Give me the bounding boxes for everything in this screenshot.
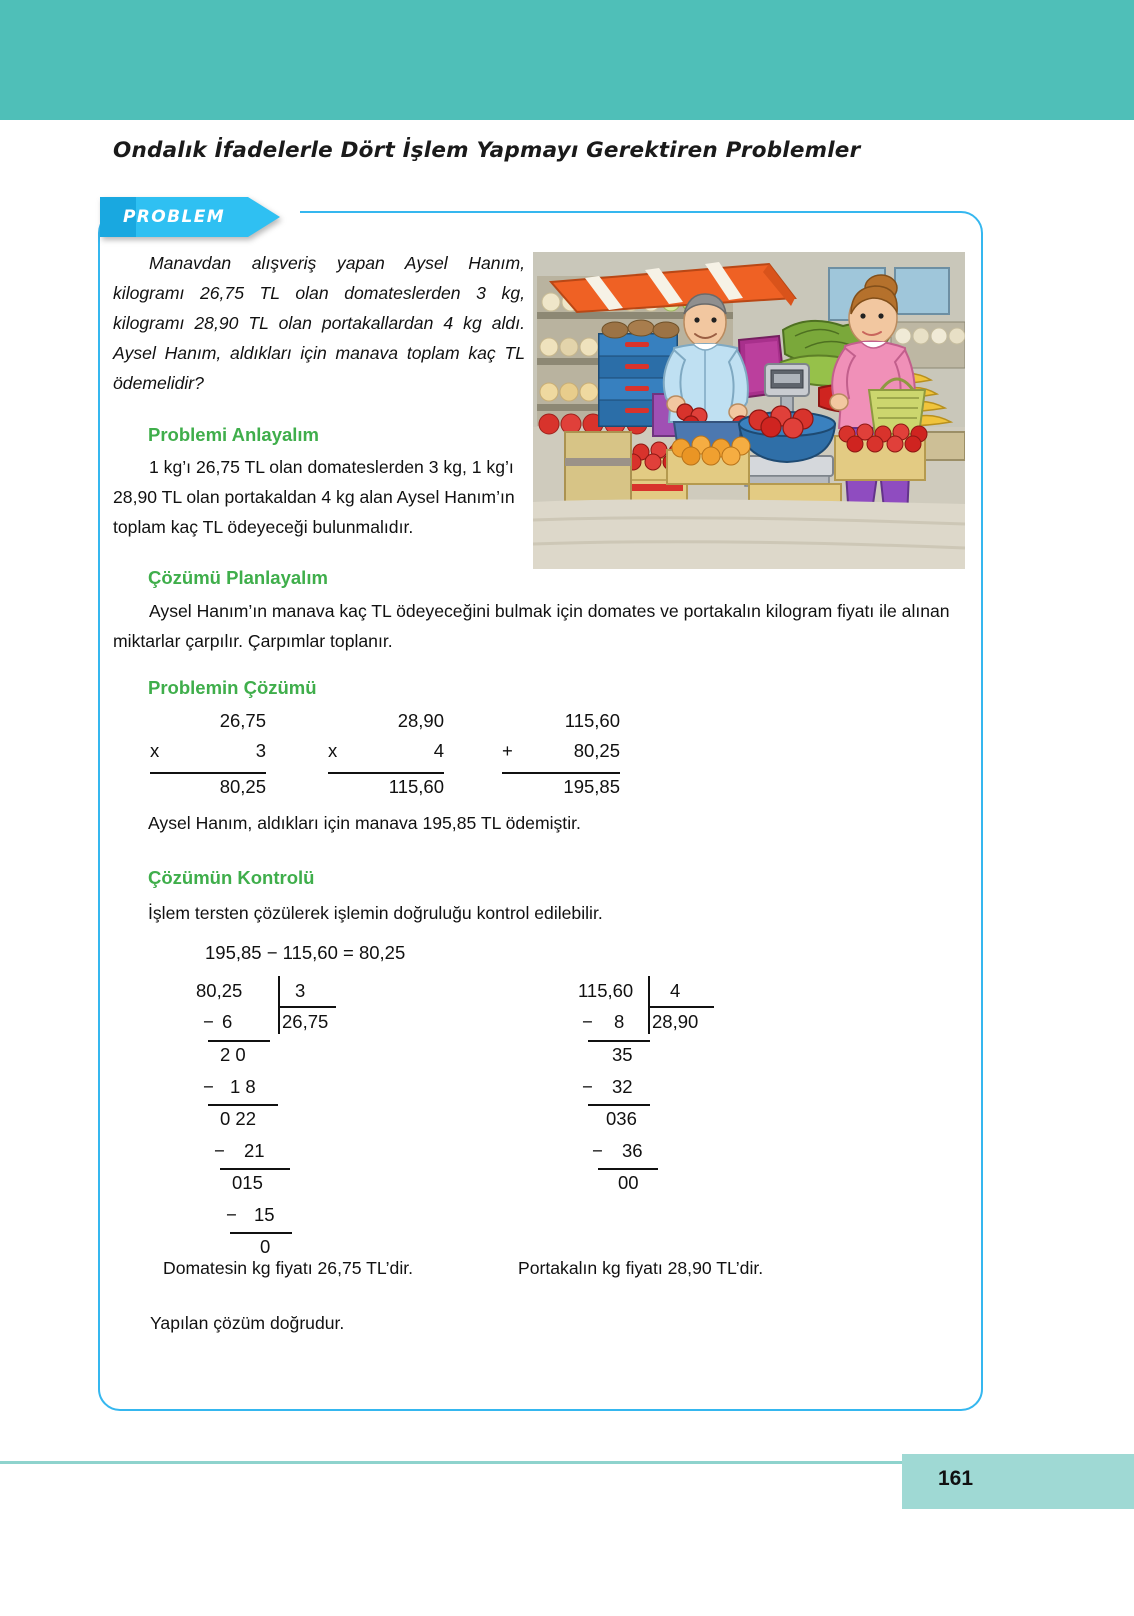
calc-operand-second: 4 [433,740,444,761]
calc-operand-top: 26,75 [219,710,266,731]
division-divisor: 4 [670,980,681,1001]
control-intro-text: İşlem tersten çözülerek işlemin doğruluğu kontrol edilebilir. [148,903,603,923]
division-step-rule [208,1040,270,1042]
long-division-portakal [578,980,808,1193]
division-step-value: 1 8 [230,1076,256,1097]
plan-text: Aysel Hanım’ın manava kaç TL ödeyeceğini bulmak için domates ve portakalın kilogram fiyatı ile alınan miktarlar çarpılır. Çarpımlar toplanır. [113,601,950,651]
division-minus-sign: − [214,1140,225,1161]
calc-rule [502,772,620,774]
heading-understand: Problemi Anlayalım [148,424,320,445]
division-quotient: 26,75 [282,1011,329,1032]
division-quotient-rule [280,1006,336,1008]
division-step-value: 36 [622,1140,643,1161]
problem-statement-text: Manavdan alışveriş yapan Aysel Hanım, kilogramı 26,75 TL olan domateslerden 3 kg, kilogramı 28,90 TL olan portakallardan 4 kg aldı. Aysel Hanım, aldıkları için manava toplam kaç TL ödemelidir? [113,253,525,393]
division-step-rule [588,1104,650,1106]
check-equation: 195,85 − 115,60 = 80,25 [205,942,406,963]
calc-operand-top: 28,90 [397,710,444,731]
division-divisor: 3 [295,980,306,1001]
greengrocer-illustration [533,252,965,569]
division-step-rule [588,1040,650,1042]
plan-text-block [113,596,973,656]
illustration-svg [533,252,965,569]
heading-solution: Problemin Çözümü [148,677,317,698]
calc-operand-second: 3 [255,740,266,761]
division-minus-sign: − [592,1140,603,1161]
calc-rule [150,772,266,774]
heading-plan: Çözümü Planlayalım [148,567,328,588]
page-number: 161 [938,1467,974,1490]
division-quotient: 28,90 [652,1011,699,1032]
division-step-value: 21 [244,1140,265,1161]
division-step-value: 32 [612,1076,633,1097]
problem-banner [100,197,280,237]
page-title: Ondalık İfadelerle Dört İşlem Yapmayı Gerektiren Problemler [113,138,861,163]
division-minus-sign: − [582,1076,593,1097]
division-step-value: 15 [254,1204,275,1225]
division-step-rule [208,1104,278,1106]
calc-operand-second: 80,25 [573,740,620,761]
total-sentence: Aysel Hanım, aldıkları için manava 195,85 TL ödemiştir. [148,813,581,833]
division-step-value: 036 [606,1108,637,1129]
division-vertical-bar [648,976,650,1034]
caption-portakal: Portakalın kg fiyatı 28,90 TL’dir. [518,1258,764,1278]
calc-result: 115,60 [388,776,444,797]
calc-operator: x [328,740,338,761]
division-step-value: 0 [260,1236,271,1257]
page-number-badge [902,1454,1134,1509]
division-step-value: 015 [232,1172,263,1193]
understand-text: 1 kg’ı 26,75 TL olan domateslerden 3 kg, 1 kg’ı 28,90 TL olan portakaldan 4 kg alan Aysel Hanım’ın toplam kaç TL ödeyeceği bulunmalıdır. [113,457,515,537]
division-dividend: 80,25 [196,980,243,1001]
final-line: Yapılan çözüm doğrudur. [150,1313,345,1333]
division-quotient-rule [650,1006,714,1008]
division-step-value: 35 [612,1044,633,1065]
division-step-value: 6 [222,1011,233,1032]
calc-operator: + [502,740,513,761]
heading-control: Çözümün Kontrolü [148,867,315,888]
division-vertical-bar [278,976,280,1034]
banner-label: PROBLEM [122,207,226,227]
long-division-domates [196,980,426,1257]
division-step-value: 8 [614,1011,625,1032]
division-step-value: 0 22 [220,1108,257,1129]
calculations-row [150,710,620,802]
division-step-value: 2 0 [220,1044,246,1065]
calc-operator: x [150,740,160,761]
division-step-rule [230,1232,292,1234]
calc-result: 195,85 [563,776,620,797]
division-minus-sign: − [582,1011,593,1032]
calc-rule [328,772,444,774]
division-step-value: 00 [618,1172,639,1193]
calc-result: 80,25 [219,776,266,797]
problem-statement [113,248,525,398]
division-step-rule [598,1168,658,1170]
calc-operand-top: 115,60 [564,710,620,731]
understand-text-block [113,452,531,542]
caption-domates: Domatesin kg fiyatı 26,75 TL’dir. [163,1258,414,1278]
division-step-rule [220,1168,290,1170]
division-minus-sign: − [226,1204,237,1225]
top-decorative-band [0,0,1134,120]
division-dividend: 115,60 [578,980,634,1001]
division-minus-sign: − [203,1076,214,1097]
division-minus-sign: − [203,1011,214,1032]
